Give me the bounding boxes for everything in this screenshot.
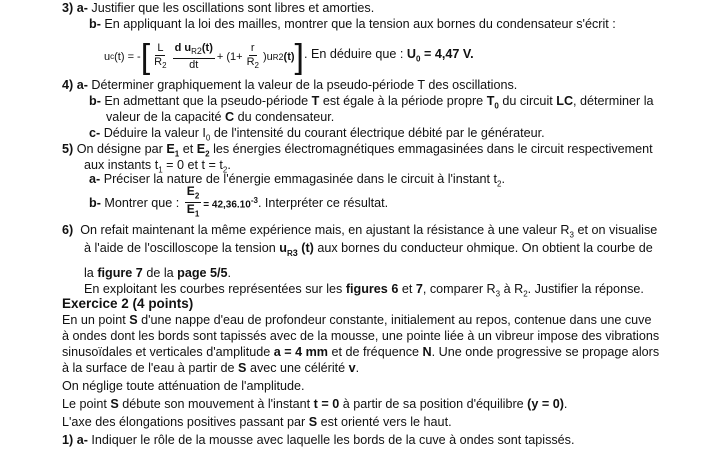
ratio-e2-e1	[185, 185, 201, 221]
q4a-line	[62, 77, 517, 93]
q5-text3: aux instants t	[84, 158, 159, 172]
ex2-p2	[62, 328, 659, 344]
q4b-t0-letter: T	[486, 94, 495, 108]
q4b-lc: LC	[556, 94, 574, 108]
ex2-p1	[62, 312, 651, 328]
q4b-label: b-	[89, 94, 101, 108]
q5-e1-letter: E	[166, 142, 175, 156]
ex2-q1a	[62, 432, 574, 448]
frac-du-dt	[173, 42, 215, 72]
q6-line2-text2: aux bornes du conducteur ohmique. On obtient la courbe de	[317, 241, 653, 255]
q6-line3-text1: la	[84, 266, 94, 280]
q5a-end: .	[501, 172, 505, 186]
ex2-p6	[62, 396, 567, 412]
frac3-den	[245, 56, 261, 72]
q4c-text2: de l'intensité du courant électrique débité par le générateur.	[210, 126, 545, 140]
frac3-den-text: R	[246, 55, 255, 68]
exercise2-title: Exercice 2 (4 points)	[62, 296, 194, 311]
ex2-q1a-text: Indiquer le rôle de la mousse avec laquelle les bords de la cuve à ondes sont tapissés.	[91, 433, 575, 447]
ex2-amplitude: a = 4 mm	[273, 345, 328, 359]
q4b-text6: du condensateur.	[237, 110, 335, 124]
ratio-val: = 42,36.10	[203, 199, 251, 211]
frac1-num: L	[157, 41, 164, 54]
bracket-close: ]	[294, 38, 304, 76]
q6-line3-text2: de la	[146, 266, 174, 280]
q4b-text1: En admettant que la pseudo-période	[104, 94, 309, 108]
q5-and: et	[182, 142, 194, 156]
q5-text2: les énergies électromagnétiques emmagasinées dans le circuit respectivement	[213, 142, 653, 156]
ex2-p3	[62, 344, 659, 360]
q5b-line	[89, 185, 388, 221]
frac3-den-sub: 2	[254, 61, 259, 71]
formula-lhs-rest: (t) = -	[114, 51, 141, 63]
q6-u-sub	[287, 249, 298, 258]
frac2-num	[173, 42, 215, 59]
frac2-num-sub	[191, 47, 202, 56]
ratio-num-sub: 2	[194, 191, 200, 201]
formula-deduce-wrap	[304, 46, 474, 68]
q6-line4-text3: , comparer R	[422, 282, 496, 296]
formula-tail-sub	[273, 49, 284, 66]
q4b-c: C	[225, 110, 235, 124]
ex2-p2-text: à ondes dont les bords sont tapissés avec de la mousse, une pointe liée à un vibreur impose des vibrations	[62, 329, 660, 343]
q6-line4-sub2: 2	[523, 289, 528, 299]
q4b-t0-sub: 0	[494, 101, 499, 111]
ex2-celerity: v	[348, 361, 356, 375]
frac3-num: r	[250, 41, 255, 54]
ex2-p6-text1: Le point	[62, 397, 107, 411]
q6-figs6: figures 6	[345, 282, 399, 296]
ex2-p7-s: S	[308, 415, 318, 429]
formula-lhs-sub: c	[110, 52, 115, 61]
ex2-frequency: N	[422, 345, 432, 359]
q6-line2-text1: à l'aide de l'oscilloscope la tension	[84, 241, 276, 255]
q6-line3	[84, 265, 231, 281]
result-u: U	[406, 47, 417, 62]
formula-tail: )u	[262, 51, 273, 63]
frac2-num-sub-r: R	[191, 47, 197, 57]
frac1-den-text: R	[154, 55, 163, 68]
frac1-den-sub: 2	[162, 61, 167, 71]
ratio-den	[185, 203, 201, 220]
q5-e2	[196, 142, 210, 159]
q6-line4-et: et	[401, 282, 413, 296]
frac-l-r2	[152, 42, 168, 72]
q5a-sub: 2	[497, 179, 502, 189]
q6-line4-sub3: 3	[495, 289, 501, 299]
formula-mid: + (1+	[216, 51, 243, 63]
ex2-q1a-label: 1) a-	[62, 433, 88, 447]
q3a-text: Justifier que les oscillations sont libres et amorties.	[91, 1, 375, 15]
q4b-text2: est égale à la période propre	[322, 94, 484, 108]
q5-t2-sub: 2	[222, 165, 228, 175]
frac-r-r2	[245, 42, 261, 72]
ratio-den-sub: 1	[194, 209, 200, 219]
q6-line4-text4: à R	[500, 282, 524, 296]
q5-text5: .	[227, 158, 231, 172]
q5-e2-sub: 2	[205, 149, 210, 159]
q6-u-subsub: 3	[292, 247, 298, 258]
frac2-num-subsub: 2	[196, 46, 202, 57]
ratio-exp: -3	[250, 195, 258, 205]
frac2-num-text: d u	[174, 41, 192, 54]
q6-u	[279, 241, 314, 258]
ratio-num	[185, 185, 201, 203]
q6-line1-sub: 3	[569, 230, 574, 240]
q4c-label: c-	[89, 126, 101, 140]
q6-text1: On refait maintenant la même expérience mais, en ajustant la résistance à une valeur R	[80, 223, 570, 237]
q6-fig7: figure 7	[97, 266, 143, 280]
frac2-den: dt	[189, 59, 199, 72]
ex2-p4-text2: avec une célérité	[249, 361, 346, 375]
ex2-p7-text2: est orienté vers le haut.	[320, 415, 452, 429]
q4b-text3: du circuit	[502, 94, 553, 108]
q6-u-t: (t)	[301, 241, 314, 255]
frac1-den	[152, 56, 168, 72]
q5a-text: Préciser la nature de l'énergie emmagasinée dans le circuit à l'instant t	[103, 172, 498, 186]
q6-line4-text1: En exploitant les courbes représentées sur les	[84, 282, 343, 296]
q6-line1-end: et on visualise	[573, 223, 658, 237]
ex2-p4-text1: à la surface de l'eau à partir de	[62, 361, 235, 375]
q5a-label: a-	[89, 172, 101, 186]
ex2-p7-text1: L'axe des élongations positives passant par	[62, 415, 306, 429]
ex2-p1-text: En un point	[62, 313, 126, 327]
q5-t1-sub: 1	[158, 165, 163, 175]
ex2-p1-s: S	[129, 313, 138, 327]
bracket-open: [	[140, 38, 151, 76]
ex2-p6-end: .	[563, 397, 568, 411]
ex2-p6-s: S	[110, 397, 119, 411]
ex2-p6-text3: à partir de sa position d'équilibre	[342, 397, 524, 411]
ratio-value	[203, 193, 258, 213]
q5b-text: Montrer que :	[104, 195, 180, 210]
q6-page: page 5/5	[177, 266, 228, 280]
q6-label: 6)	[62, 223, 74, 237]
q4b-text5: valeur de la capacité	[106, 110, 222, 124]
ex2-p3-text1: sinusoïdales et verticales d'amplitude	[62, 345, 271, 359]
q4a-text: Déterminer graphiquement la valeur de la pseudo-période T des oscillations.	[91, 78, 518, 92]
ex2-p4-s: S	[238, 361, 247, 375]
ratio-num-letter: E	[186, 184, 195, 198]
ex2-p5-text: On néglige toute atténuation de l'amplitude.	[62, 379, 305, 393]
q6-line4-text5: . Justifier la réponse.	[527, 282, 644, 296]
q3a-label: 3) a-	[62, 1, 88, 15]
formula-tail-sub-r: R	[272, 52, 279, 62]
q3b-line	[89, 16, 616, 32]
q5b-end: . Interpréter ce résultat.	[257, 195, 389, 210]
q4c-text1: Déduire la valeur I	[103, 126, 206, 140]
q3b-label: b-	[89, 17, 101, 31]
ex2-p6-text2: débute son mouvement à l'instant	[122, 397, 311, 411]
ex2-p1-rest: d'une nappe d'eau de profondeur constante, initialement au repos, contenue dans une cuve	[141, 313, 652, 327]
q6-u-letter: u	[279, 241, 287, 255]
q5b-label: b-	[89, 195, 101, 210]
formula-lhs: u	[104, 51, 111, 63]
ex2-p7	[62, 414, 452, 430]
formula-tail-subsub: 2	[278, 51, 284, 62]
q3a-line	[62, 0, 374, 16]
q4b-text4: , déterminer la	[573, 94, 654, 108]
formula-deduce: . En déduire que :	[304, 47, 404, 62]
q5-e1	[166, 142, 180, 159]
ex2-p6-y0: (y = 0)	[527, 397, 564, 411]
q3b-text: En appliquant la loi des mailles, montrer que la tension aux bornes du condensateur s'écrit :	[104, 17, 616, 31]
ex2-p5	[62, 378, 305, 394]
q4a-label: 4) a-	[62, 78, 88, 92]
result-sub: 0	[416, 54, 421, 64]
q5-e2-letter: E	[196, 142, 206, 156]
formula-result	[406, 47, 474, 64]
exercise2-title-line	[62, 296, 193, 312]
result-rest: = 4,47 V.	[420, 47, 474, 62]
frac2-num-rest: (t)	[201, 41, 213, 54]
ex2-p4-end: .	[355, 361, 360, 375]
ex2-p3-text2: et de fréquence	[331, 345, 420, 359]
q5-e1-sub: 1	[174, 149, 180, 159]
q6-line2	[84, 240, 653, 262]
formula-tail-rest: (t)	[283, 51, 295, 63]
q5-text4: = 0 et t = t	[162, 158, 223, 172]
q6-fig-7: 7	[415, 282, 423, 296]
formula-uc	[104, 37, 474, 77]
ex2-p4	[62, 360, 359, 376]
ratio-den-letter: E	[186, 202, 195, 217]
q5-label: 5)	[62, 142, 74, 156]
ex2-p6-t0: t = 0	[313, 397, 340, 411]
q4b-line2	[106, 109, 334, 125]
q5-text1: On désigne par	[76, 142, 163, 156]
q4b-t0	[486, 94, 499, 111]
ex2-p3-text3: . Une onde progressive se propage alors	[431, 345, 660, 359]
q4b-t: T	[311, 94, 320, 108]
q6-u-sub-r: R	[286, 248, 293, 258]
q4c-sub: 0	[205, 133, 211, 143]
q6-line3-end: .	[227, 266, 232, 280]
